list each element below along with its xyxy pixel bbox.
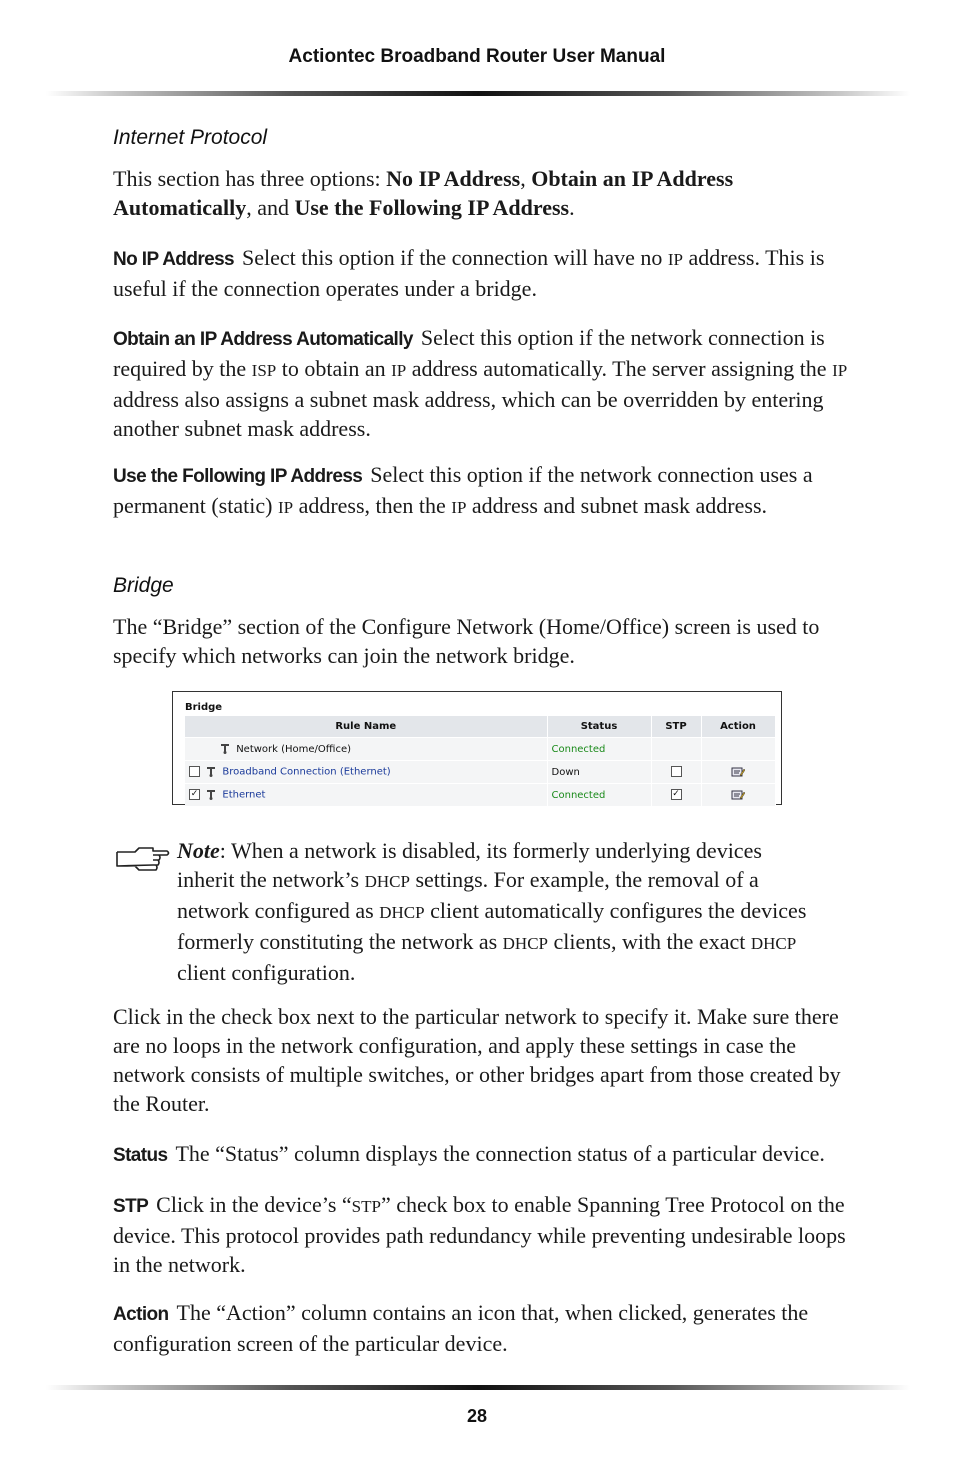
page-number: 28 — [466, 1406, 488, 1426]
column-header-stp: STP — [651, 716, 701, 738]
header-rule — [46, 91, 910, 96]
paragraph-no-ip-address: No IP Address Select this option if the connection will have no IP address. This is useful if the connection operates under a bridge. — [113, 245, 825, 301]
network-name: Network (Home/Office) — [236, 743, 352, 755]
note-paragraph: Note: When a network is disabled, its formerly underlying devices inherit the network’s DHCP settings. For example, the removal of a network configured as DHCP client automatically configures the devices formerly constituting the network as DHCP clients, with the exact DHCP client configuration. — [177, 838, 807, 985]
paragraph-stp: STP Click in the device’s “STP” check box to enable Spanning Tree Protocol on the device. This protocol provides path redundancy while preventing undesirable loops in the network. — [113, 1192, 846, 1277]
network-icon — [207, 790, 215, 800]
bridge-checkbox-ethernet[interactable]: ✓ — [190, 789, 199, 800]
section-heading-internet-protocol: Internet Protocol — [113, 126, 268, 149]
paragraph-use-following-ip: Use the Following IP Address Select this option if the network connection uses a permanent (static) IP address, then the IP address and subnet mask address. — [113, 462, 813, 518]
stp-checkbox-ethernet[interactable]: ✓ — [672, 789, 680, 800]
paragraph-status: Status The “Status” column displays the connection status of a particular device. — [113, 1141, 825, 1166]
paragraph-ip-intro: This section has three options: No IP Address, Obtain an IP Address Automatically, and Use the Following IP Address. — [113, 166, 734, 220]
edit-icon[interactable] — [731, 766, 745, 778]
running-header: Actiontec Broadband Router User Manual — [288, 46, 666, 67]
paragraph-bridge-intro: The “Bridge” section of the Configure Network (Home/Office) screen is used to specify which networks can join the network bridge. — [113, 614, 820, 668]
edit-icon[interactable] — [731, 789, 745, 801]
column-header-action: Action — [701, 716, 775, 738]
stp-checkbox-broadband[interactable] — [671, 766, 682, 777]
term-label: Action — [113, 1304, 169, 1325]
bridge-table — [185, 716, 776, 806]
footer-rule — [46, 1385, 910, 1390]
paragraph-click-checkbox: Click in the check box next to the particular network to specify it. Make sure there are no loops in the network configuration, and apply these settings in case the network consists of multiple switches, or other bridges apart from those created by the Router. — [113, 1004, 841, 1116]
bridge-panel-title: Bridge — [185, 702, 223, 713]
term-label: STP — [113, 1196, 149, 1217]
table-row — [185, 738, 775, 761]
bridge-checkbox-broadband[interactable] — [189, 766, 200, 777]
section-heading-bridge: Bridge — [113, 574, 174, 597]
term-label: Obtain an IP Address Automatically — [113, 329, 413, 350]
network-link-broadband[interactable]: Broadband Connection (Ethernet) — [222, 766, 391, 778]
network-icon — [221, 744, 229, 754]
table-row — [185, 784, 775, 807]
pointing-hand-icon — [113, 842, 171, 872]
bridge-screenshot — [172, 691, 782, 805]
term-label: Status — [113, 1145, 168, 1166]
status-cell: Connected — [547, 784, 651, 807]
term-label: No IP Address — [113, 249, 235, 270]
table-row — [185, 761, 775, 784]
column-header-status: Status — [547, 716, 651, 738]
term-label: Use the Following IP Address — [113, 466, 363, 487]
status-cell: Down — [547, 761, 651, 784]
status-cell: Connected — [547, 738, 651, 761]
column-header-rule-name: Rule Name — [185, 716, 547, 738]
paragraph-action: Action The “Action” column contains an icon that, when clicked, generates the configuration screen of the particular device. — [113, 1300, 809, 1356]
network-icon — [207, 767, 215, 777]
paragraph-obtain-ip-automatically: Obtain an IP Address Automatically Select this option if the network connection is required by the ISP to obtain an IP address automatically. The server assigning the IP address also assigns a subnet mask address, which can be overridden by entering another subnet mask address. — [113, 325, 848, 441]
network-link-ethernet[interactable]: Ethernet — [222, 789, 266, 801]
